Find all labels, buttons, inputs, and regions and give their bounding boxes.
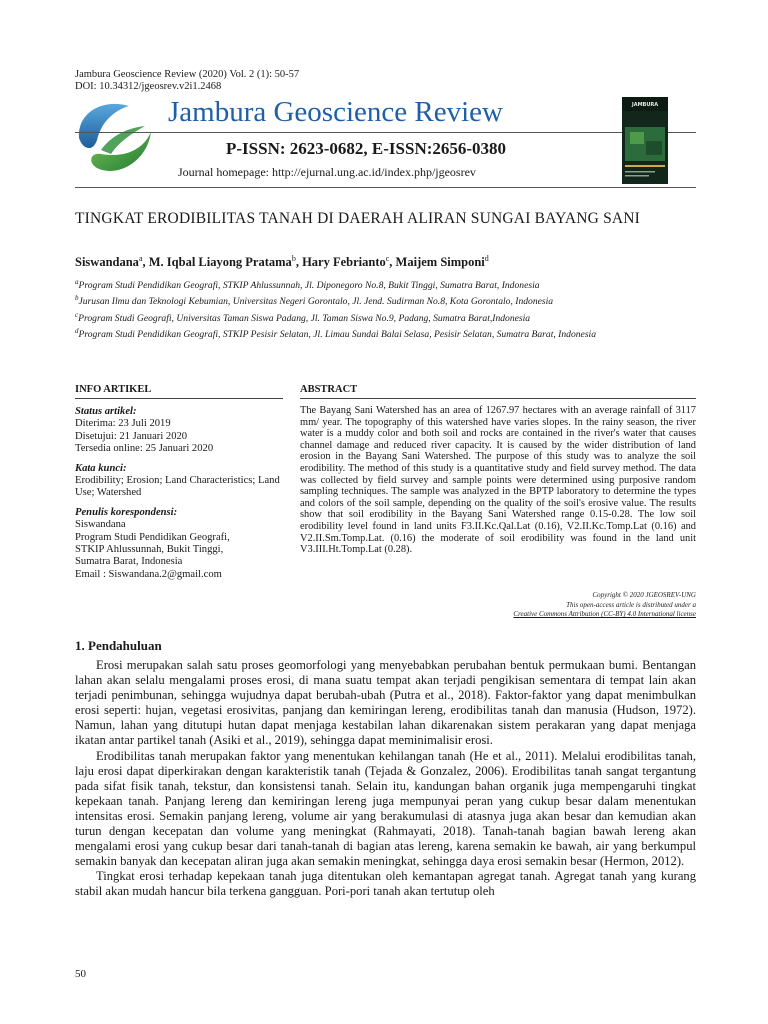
corresponding-name: Siswandana	[75, 519, 126, 531]
paragraph: Erosi merupakan salah satu proses geomorfologi yang menyebabkan perubahan bentuk permukaan bumi. Bentangan lahan akan selalu mengalami proses erosi, di mana suatu tempat akan terjadi pengikisan sementara di tempat lain akan terjadi penimbunan, sehingga wujudnya dapat berubah-ubah (Putra et al., 2018). Faktor-faktor yang dapat menimbulkan erosi seperti: hujan, vegetasi erosivitas, panjang dan kemiringan lereng, erodibilitas tanah dan manusia (Hudson, 1972). Namun, lahan yang ditutupi hutan dapat menjaga kestabilan lahan dikarenakan sistem perakaran yang dapat menjaga ikatan antar partikel tanah (Asiki et al., 2019), sehingga dapat meminimalisir erosi.	[75, 658, 696, 748]
corresponding-address: STKIP Ahlussunnah, Bukit Tinggi,	[75, 544, 224, 556]
affiliation-text: Program Studi Pendidikan Geografi, STKIP Ahlussunnah, Jl. Diponegoro No.8, Bukit Tinggi, Sumatra Barat, Indonesia	[78, 280, 540, 292]
abstract-divider	[300, 398, 696, 399]
author-name: Siswandana	[75, 255, 139, 270]
affiliation	[75, 276, 696, 292]
keywords: Erodibility; Erosion; Land Characteristics; Land Use; Watershed	[75, 475, 280, 499]
body-text	[75, 658, 696, 900]
page-number: 50	[75, 968, 86, 980]
corresponding-label: Penulis korespondensi:	[75, 506, 178, 518]
author-sep: ,	[142, 255, 149, 270]
author-sup: a	[138, 254, 143, 263]
author-sep: ,	[389, 255, 396, 270]
paragraph: Erodibilitas tanah merupakan faktor yang menentukan kehilangan tanah (He et al., 2011). Melalui erodibilitas tanah, laju erosi dapat diperkirakan dengan karakteristik tanah (Tejada & Gonzalez, 2006). Erodibilitas tanah sangat tergantung pada sifat fisik tanah, tekstur, dan konsistensi tanah. Selain itu, kandungan bahan organik juga mempengaruhi tingkat kepekaan tanah. Panjang lereng dan kemiringan lereng juga mempunyai peran yang cukup besar dalam menentukan intensitas erosi. Semakin panjang lereng, volume air yang berakumulasi di atasnya juga akan besar dan kemudian akan turun dengan kecepatan dan volume yang meningkat (Rahmayati, 2018). Tanah-tanah bagian bawah lereng akan mengalami erosi yang cukup besar dari tanah-tanah di bagian atas lereng, karena semakin ke bawah, air yang berkumpul semakin banyak dan kecepatan aliran juga akan semakin meningkat, sehingga daya erosi semakin besar (Hermon, 2012).	[75, 748, 696, 869]
journal-cover-image	[622, 97, 668, 184]
affiliation	[75, 309, 696, 325]
section-heading: 1. Pendahuluan	[75, 638, 162, 653]
copyright-line: Copyright © 2020 JGEOSREV-UNG	[592, 591, 696, 599]
author-name: Hary Febrianto	[302, 255, 386, 270]
affiliation-text: Program Studi Geografi, Universitas Taman Siswa Padang, Jl. Taman Siswa No.9, Padang, Sumatra Barat,Indonesia	[78, 312, 531, 324]
journal-homepage: Journal homepage: http://ejurnal.ung.ac.id/index.php/jgeosrev	[178, 165, 476, 179]
journal-logo	[71, 92, 159, 180]
affiliation-text: Jurusan Ilmu dan Teknologi Kebumian, Universitas Negeri Gorontalo, Jl. Jend. Sudirman No.8, Kota Gorontalo, Indonesia	[78, 296, 554, 308]
affiliation-sup: a	[75, 278, 79, 286]
status-label: Status artikel:	[75, 406, 137, 417]
author-list	[75, 254, 489, 270]
keywords-label: Kata kunci:	[75, 462, 127, 474]
paragraph: Tingkat erosi terhadap kepekaan tanah juga ditentukan oleh kemantapan agregat tanah. Agregat tanah yang kurang stabil akan mudah hancur bila terkena gangguan. Pori-pori tanah akan tertutup oleh	[75, 869, 696, 899]
license-line: This open-access article is distributed under a	[566, 600, 696, 609]
article-info	[75, 406, 290, 581]
info-divider	[75, 398, 283, 399]
affiliation-sup: b	[75, 294, 79, 303]
corresponding-address: Sumatra Barat, Indonesia	[75, 556, 183, 568]
header-rule-top	[75, 132, 696, 133]
affiliation-sup: c	[75, 310, 79, 319]
author-sup: b	[291, 254, 296, 263]
affiliation	[75, 292, 696, 308]
header-rule-bottom	[75, 187, 696, 188]
license-link[interactable]: Creative Commons Attribution (CC-BY) 4.0 International license	[513, 610, 696, 618]
author-name: M. Iqbal Liayong Pratama	[148, 255, 292, 270]
received-date: Diterima: 23 Juli 2019	[75, 418, 171, 430]
abstract-heading: ABSTRACT	[300, 384, 358, 395]
issn: P-ISSN: 2623-0682, E-ISSN:2656-0380	[226, 139, 507, 158]
affiliation-text: Program Studi Pendidikan Geografi, STKIP Pesisir Selatan, Jl. Limau Sundai Balai Selasa, Pesisir Selatan, Sumatra Barat, Indonesia	[78, 329, 597, 341]
author-sep: ,	[295, 255, 303, 270]
author-name: Maijem Simponi	[395, 255, 485, 270]
author-sup: c	[385, 254, 390, 263]
cover-label: JAMBURA	[631, 102, 659, 108]
abstract-text: The Bayang Sani Watershed has an area of 1267.97 hectares with an average rainfall of 3117 mm/ year. The topography of this watershed have varies slopes. In the rainy season, the river water is a muddy color and both soil and rocks are contained in the river's water that causes channel damage and reduced river capacity. It is caused by the wider distribution of land erosion in the Bayang Sani Watershed. The purpose of this study was to analyze the soil erodibility. The method of this study is a quantitative study and field survey method. The data was collected by field survey and sample points were determined using purposive random sampling techniques. The sample was analyzed in the BPTP laboratory to determine the types and colors of the soil sample, depending on the quality of the soil's erosive value. The results show that soil erodibility in the Bayang Sani Watershed range 0.15-0.28. The low soil erodibility level found in land units F3.II.Kc.Qal.Lat (0.16), V2.II.Kc.Tomp.Lat (0.16) and V2.II.Sm.Tomp.Lat. (0.16) the moderate of soil erodibility was found in the land unit V3.III.Ht.Tomp.Lat (0.28).	[300, 405, 696, 556]
corresponding-email: Email : Siswandana.2@gmail.com	[75, 568, 222, 580]
affiliation	[75, 325, 696, 341]
affiliation-sup: d	[75, 326, 79, 335]
journal-title: Jambura Geoscience Review	[168, 96, 503, 128]
online-date: Tersedia online: 25 Januari 2020	[75, 443, 214, 455]
copyright-notice	[420, 591, 696, 620]
accepted-date: Disetujui: 21 Januari 2020	[75, 430, 188, 442]
affiliation-list	[75, 276, 696, 341]
doi-line: DOI: 10.34312/jgeosrev.v2i1.2468	[75, 81, 222, 92]
author-sup: d	[484, 254, 489, 263]
citation-line: Jambura Geoscience Review (2020) Vol. 2 (1): 50-57	[75, 69, 300, 80]
info-heading: INFO ARTIKEL	[75, 384, 152, 395]
paper-title: TINGKAT ERODIBILITAS TANAH DI DAERAH ALIRAN SUNGAI BAYANG SANI	[75, 210, 641, 227]
corresponding-address: Program Studi Pendidikan Geografi,	[75, 531, 230, 543]
